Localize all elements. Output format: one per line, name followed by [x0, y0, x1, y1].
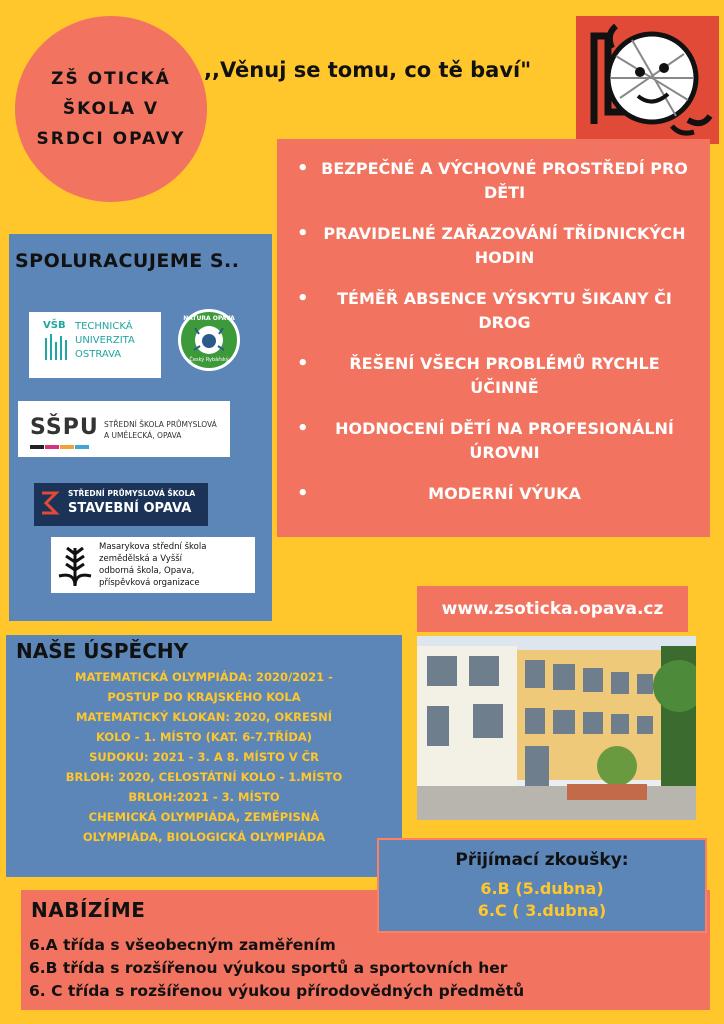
- badge-line-3: SRDCI OPAVY: [36, 129, 186, 149]
- entrance-exams-panel: [377, 838, 707, 933]
- success-line: BRLOH:2021 - 3. MÍSTO: [128, 790, 280, 804]
- success-line: OLYMPIÁDA, BIOLOGICKÁ OLYMPIÁDA: [82, 830, 326, 844]
- motto: ,,Věnuj se tomu, co tě baví": [204, 58, 532, 82]
- vsb-line: OSTRAVA: [75, 349, 122, 360]
- natura-top: NATURA OPAVA: [183, 315, 235, 322]
- exams-title: Přijímací zkoušky:: [455, 850, 629, 870]
- spss-line1: STŘEDNÍ PRŮMYSLOVÁ ŠKOLA: [68, 489, 196, 498]
- success-line: KOLO - 1. MÍSTO (KAT. 6-7.TŘÍDA): [95, 730, 313, 744]
- school-logo: [576, 16, 719, 144]
- offer-item: 6. C třída s rozšířenou výukou přírodovědných předmětů: [29, 982, 525, 1000]
- masarykova-line: příspěvková organizace: [99, 578, 200, 588]
- badge-line-1: ZŠ OTICKÁ: [51, 69, 171, 89]
- school-badge: [15, 16, 207, 202]
- benefit-item: • TÉMĚŘ ABSENCE VÝSKYTU ŠIKANY ČI DROG: [297, 287, 690, 335]
- benefit-item: • ŘEŠENÍ VŠECH PROBLÉMŮ RYCHLE ÚČINNĚ: [297, 352, 690, 400]
- benefit-item: • MODERNÍ VÝUKA: [297, 482, 690, 506]
- masarykova-line: odborná škola, Opava,: [99, 566, 195, 576]
- offer-list: [29, 934, 524, 1003]
- success-line: MATEMATICKÝ KLOKAN: 2020, OKRESNÍ: [75, 710, 332, 724]
- vsb-line: UNIVERZITA: [75, 335, 135, 346]
- benefits-panel: [277, 139, 710, 537]
- partners-panel: [9, 234, 272, 621]
- wheat-book-icon: [57, 542, 93, 588]
- sspu-color-bars-icon: [30, 445, 90, 453]
- sspu-line: STŘEDNÍ ŠKOLA PRŮMYSLOVÁ: [104, 420, 217, 429]
- exam-date: 6.C ( 3.dubna): [477, 901, 607, 920]
- success-title: NAŠE ÚSPĚCHY: [16, 639, 189, 663]
- spss-mark-icon: [40, 491, 60, 519]
- success-panel: [6, 635, 402, 877]
- sspu-mark: SŠPU: [30, 415, 99, 440]
- spsstavebni-logo: [34, 483, 208, 526]
- vsb-line: TECHNICKÁ: [75, 321, 133, 332]
- natura-opava-logo: [178, 309, 240, 371]
- vsb-logo: [29, 312, 161, 378]
- school-building-photo: [417, 636, 696, 820]
- sspu-logo: [18, 401, 230, 457]
- offer-title: NABÍZÍME: [31, 898, 146, 922]
- partners-title: SPOLURACUJEME S..: [15, 250, 240, 272]
- success-line: SUDOKU: 2021 - 3. A 8. MÍSTO V ČR: [89, 750, 319, 764]
- vsb-name: VŠB: [43, 320, 66, 331]
- success-line: CHEMICKÁ OLYMPIÁDA, ZEMĚPISNÁ: [88, 810, 320, 824]
- badge-line-2: ŠKOLA V: [62, 99, 160, 119]
- natura-bottom: Český Rybářský: [189, 357, 229, 363]
- sspu-line: A UMĚLECKÁ, OPAVA: [104, 431, 182, 440]
- success-line: BRLOH: 2020, CELOSTÁTNÍ KOLO - 1.MÍSTO: [65, 770, 343, 784]
- offer-item: 6.A třída s všeobecným zaměřením: [29, 936, 336, 954]
- spss-line2: STAVEBNÍ OPAVA: [68, 501, 192, 516]
- school-building-image-icon: [417, 636, 696, 820]
- success-line: MATEMATICKÁ OLYMPIÁDA: 2020/2021 -: [75, 670, 333, 684]
- offer-item: 6.B třída s rozšířenou výukou sportů a sportovních her: [29, 959, 508, 977]
- exam-date: 6.B (5.dubna): [480, 879, 604, 898]
- benefits-list: [277, 139, 710, 506]
- masarykova-line: Masarykova střední škola: [99, 542, 207, 552]
- website-link[interactable]: www.zsoticka.opava.cz: [417, 586, 688, 632]
- success-list: [6, 667, 402, 847]
- masarykova-line: zemědělská a Vyšší: [99, 554, 183, 564]
- success-line: POSTUP DO KRAJSKÉHO KOLA: [107, 690, 301, 704]
- masarykova-logo: [51, 537, 255, 593]
- benefit-item: • PRAVIDELNÉ ZAŘAZOVÁNÍ TŘÍDNICKÝCH HODIN: [297, 222, 690, 270]
- benefit-item: • HODNOCENÍ DĚTÍ NA PROFESIONÁLNÍ ÚROVNI: [297, 417, 690, 465]
- benefit-item: • BEZPEČNÉ A VÝCHOVNÉ PROSTŘEDÍ PRO DĚTI: [297, 157, 690, 205]
- face-drum-logo-icon: [576, 16, 719, 144]
